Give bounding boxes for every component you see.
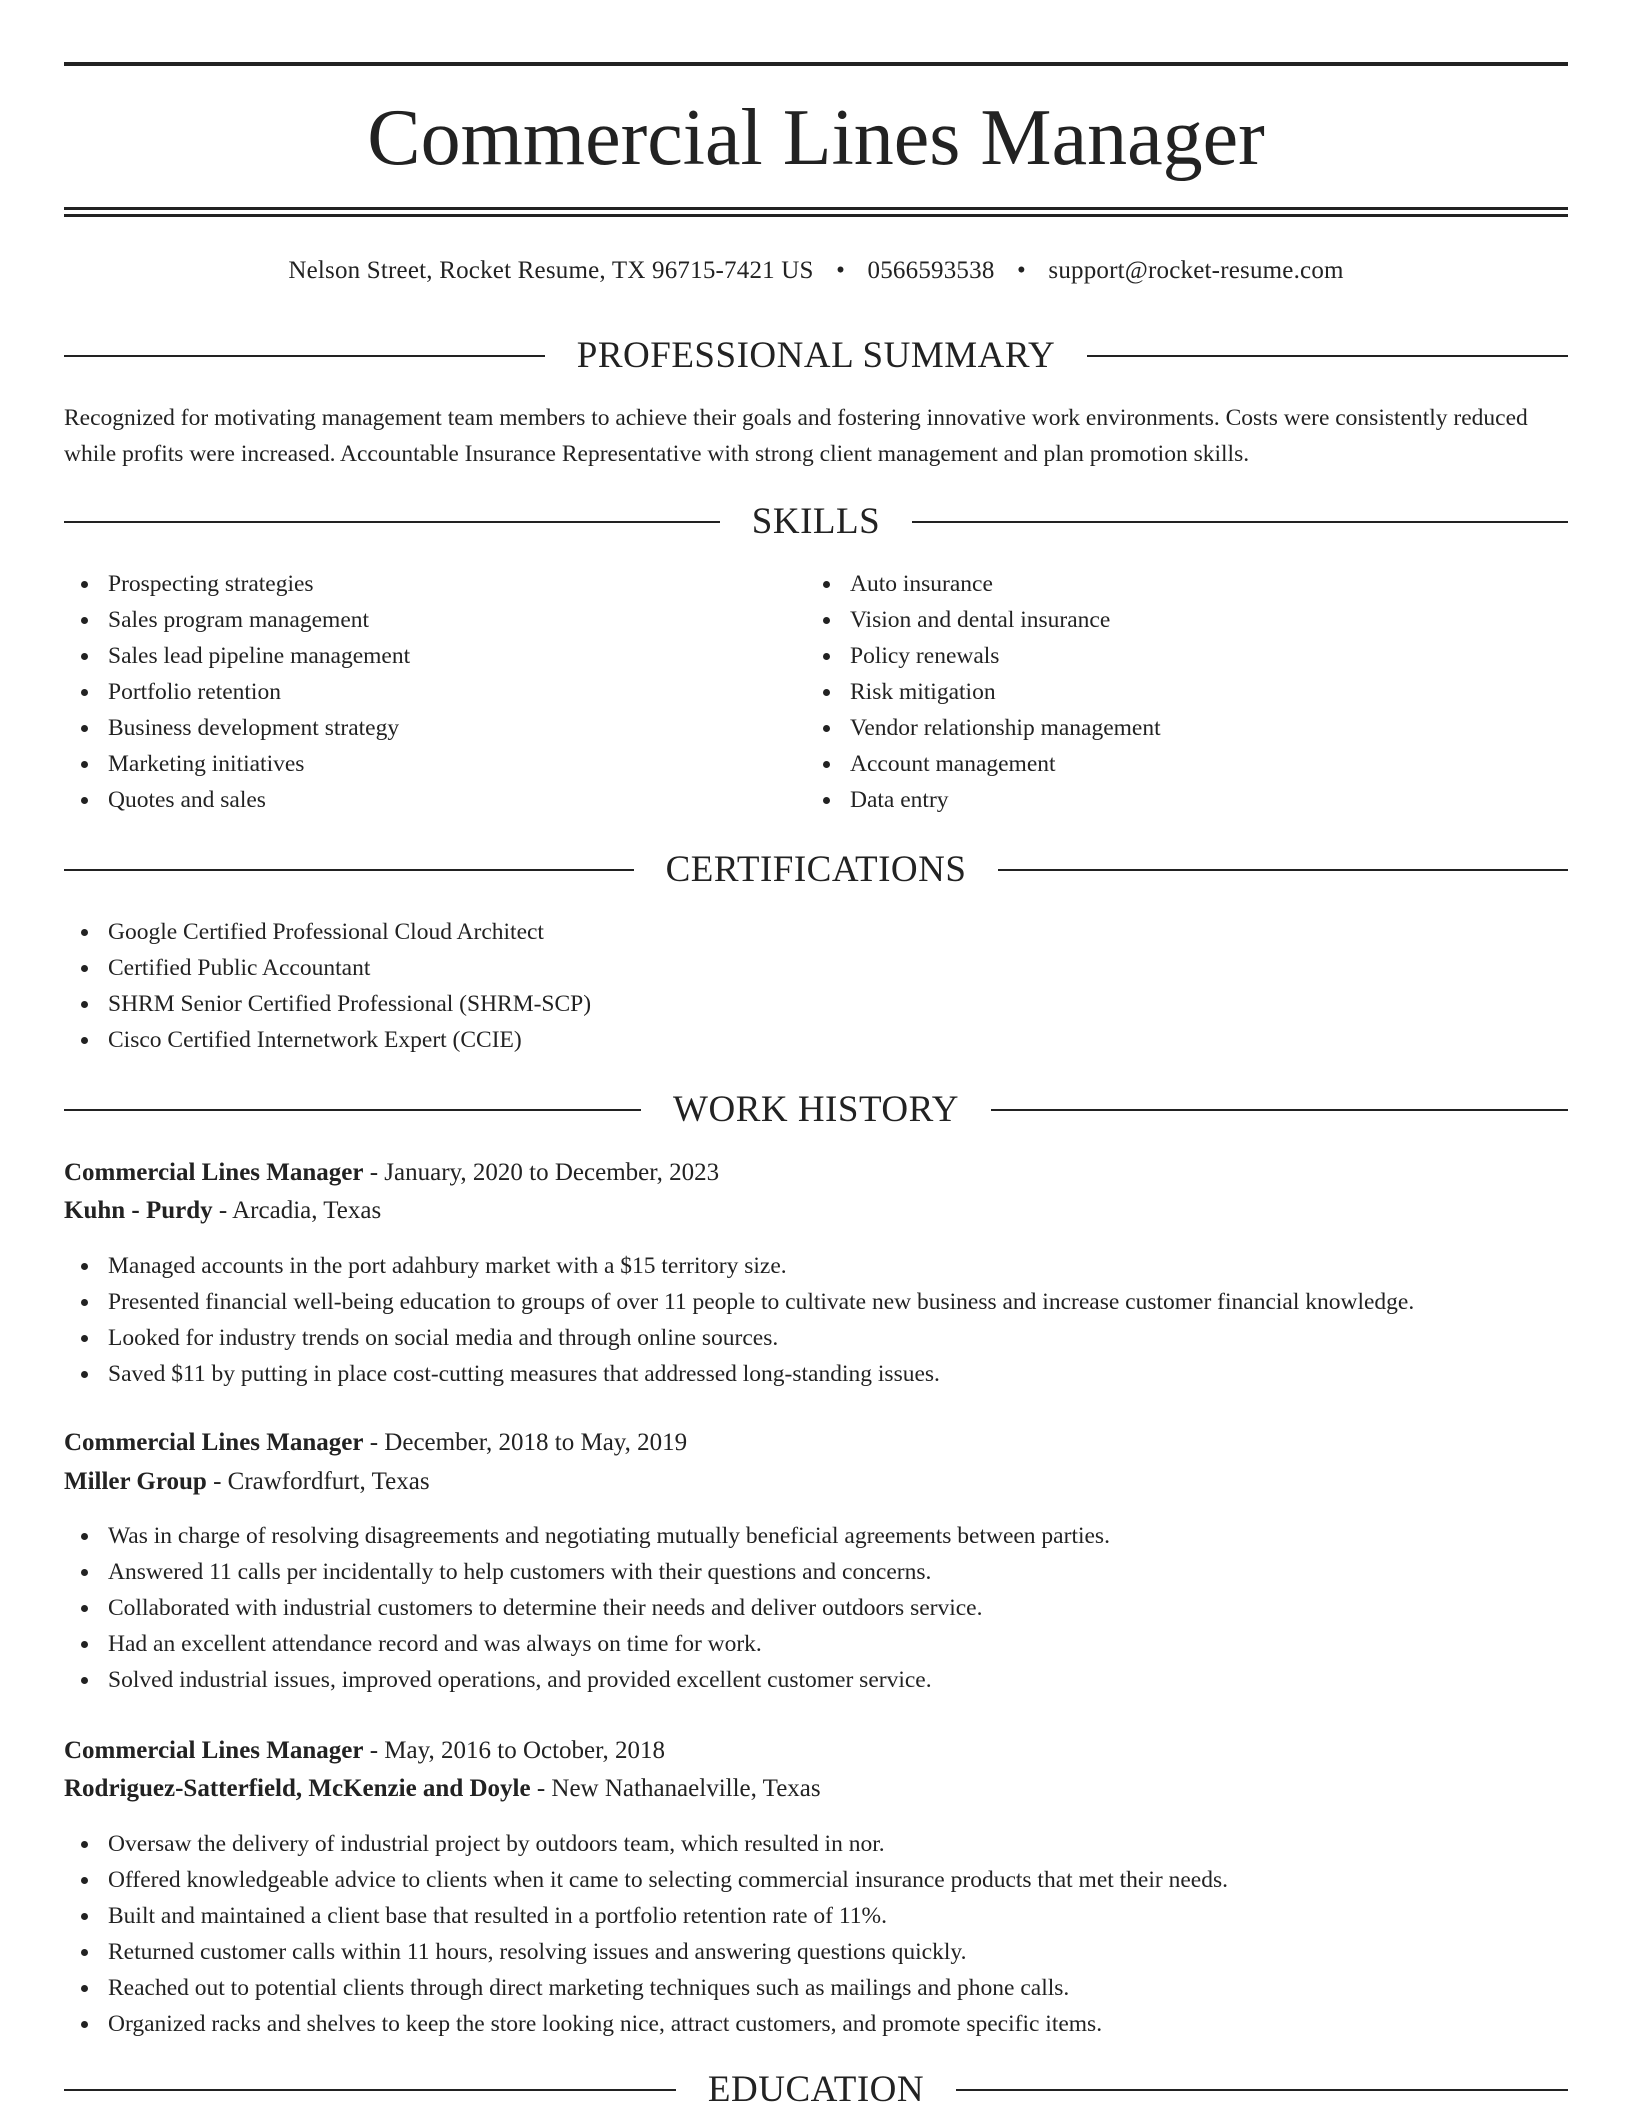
job-bullet: Oversaw the delivery of industrial project by outdoors team, which resulted in nor. [64,1826,1228,1862]
resume-title: Commercial Lines Manager [367,94,1265,182]
job-bullet: Was in charge of resolving disagreements and negotiating mutually beneficial agreements between parties. [64,1518,1110,1554]
job-location: - New Nathanaelville, Texas [530,1775,821,1802]
summary-title: PROFESSIONAL SUMMARY [576,335,1056,376]
work-history-title: WORK HISTORY [673,1089,959,1130]
summary-text: Recognized for motivating management team members to achieve their goals and fostering innovative work environments. Costs were consistently reduced while profits were increased. Accountable Insurance Representative with strong client management and plan promotion skills. [64,405,1528,467]
skill-item: Portfolio retention [64,674,410,710]
heading-rule [64,2089,676,2091]
heading-rule [991,1109,1568,1111]
contact-line [64,255,1568,287]
heading-rule [912,521,1568,523]
top-rule [64,62,1568,66]
contact-address: Nelson Street, Rocket Resume, TX 96715-7421 US [288,257,814,284]
job-bullets [64,1248,1414,1392]
job-company-line [64,1463,430,1501]
skill-item: Marketing initiatives [64,746,410,782]
job-dates: - December, 2018 to May, 2019 [363,1429,688,1456]
job-bullets [64,1826,1228,2042]
job-company: Rodriguez-Satterfield, McKenzie and Doyle [64,1775,531,1802]
skill-item: Policy renewals [806,638,1161,674]
job-company: Miller Group [64,1468,207,1495]
heading-rule [998,869,1568,871]
job-bullet: Reached out to potential clients through direct marketing techniques such as mailings and phone calls. [64,1970,1228,2006]
skill-item: Risk mitigation [806,674,1161,710]
contact-separator: • [1016,257,1026,284]
job-title: Commercial Lines Manager [64,1159,364,1186]
job-location: - Crawfordfurt, Texas [206,1468,430,1495]
contact-phone: 0566593538 [867,257,995,284]
contact-separator: • [836,257,846,284]
skill-item: Prospecting strategies [64,566,410,602]
job-bullet: Saved $11 by putting in place cost-cutting measures that addressed long-standing issues. [64,1356,1414,1392]
job-bullet: Offered knowledgeable advice to clients when it came to selecting commercial insurance products that met their needs. [64,1862,1228,1898]
job-company: Kuhn - Purdy [64,1197,213,1224]
skill-item: Auto insurance [806,566,1161,602]
skill-item: Data entry [806,782,1161,818]
heading-rule [1087,355,1568,357]
skills-heading [64,500,1568,544]
job-bullet: Had an excellent attendance record and was always on time for work. [64,1626,1110,1662]
certification-item: SHRM Senior Certified Professional (SHRM-SCP) [64,986,591,1022]
job-title-line [64,1424,687,1462]
certification-item: Google Certified Professional Cloud Architect [64,914,591,950]
job-location: - Arcadia, Texas [212,1197,382,1224]
summary-heading [64,334,1568,378]
job-bullet: Managed accounts in the port adahbury market with a $15 territory size. [64,1248,1414,1284]
heading-rule [956,2089,1568,2091]
job-title-line [64,1154,719,1192]
job-title-line [64,1732,665,1770]
skills-list-right [806,566,1161,818]
job-bullet: Presented financial well-being education to groups of over 11 people to cultivate new business and increase customer financial knowledge. [64,1284,1414,1320]
heading-rule [64,1109,641,1111]
job-bullet: Returned customer calls within 11 hours, resolving issues and answering questions quickly. [64,1934,1228,1970]
job-bullet: Built and maintained a client base that resulted in a portfolio retention rate of 11%. [64,1898,1228,1934]
certifications-title: CERTIFICATIONS [665,849,967,890]
heading-rule [64,869,634,871]
contact-email: support@rocket-resume.com [1048,257,1344,284]
certification-item: Certified Public Accountant [64,950,591,986]
skills-list-left [64,566,410,818]
job-company-line [64,1192,381,1230]
job-title: Commercial Lines Manager [64,1429,364,1456]
job-company-line [64,1770,821,1808]
job-bullet: Solved industrial issues, improved operations, and provided excellent customer service. [64,1662,1110,1698]
job-bullet: Organized racks and shelves to keep the store looking nice, attract customers, and promote specific items. [64,2006,1228,2042]
heading-rule [64,355,545,357]
heading-rule [64,521,720,523]
title-double-rule [64,207,1568,217]
skill-item: Sales lead pipeline management [64,638,410,674]
job-bullets [64,1518,1110,1698]
skills-title: SKILLS [751,501,881,542]
job-title: Commercial Lines Manager [64,1737,364,1764]
skill-item: Business development strategy [64,710,410,746]
skill-item: Vendor relationship management [806,710,1161,746]
skill-item: Sales program management [64,602,410,638]
certifications-list [64,914,591,1058]
certification-item: Cisco Certified Internetwork Expert (CCIE) [64,1022,591,1058]
skill-item: Quotes and sales [64,782,410,818]
job-bullet: Looked for industry trends on social media and through online sources. [64,1320,1414,1356]
education-heading [64,2068,1568,2112]
skill-item: Account management [806,746,1161,782]
job-dates: - January, 2020 to December, 2023 [363,1159,720,1186]
job-bullet: Answered 11 calls per incidentally to help customers with their questions and concerns. [64,1554,1110,1590]
job-dates: - May, 2016 to October, 2018 [363,1737,665,1764]
skill-item: Vision and dental insurance [806,602,1161,638]
job-bullet: Collaborated with industrial customers to determine their needs and deliver outdoors service. [64,1590,1110,1626]
work-history-heading [64,1088,1568,1132]
education-title: EDUCATION [707,2069,925,2110]
certifications-heading [64,848,1568,892]
